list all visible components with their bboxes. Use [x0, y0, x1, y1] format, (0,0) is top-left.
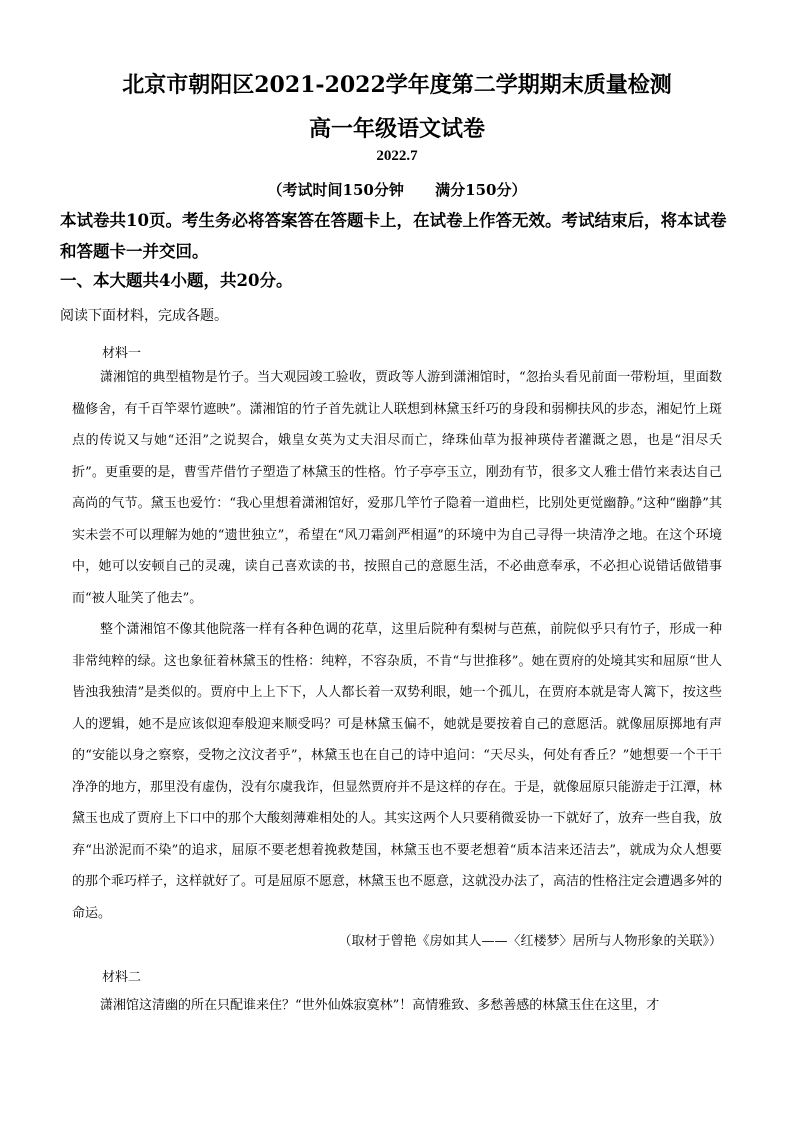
exam-title: 北京市朝阳区2021-2022学年度第二学期期末质量检测 — [122, 72, 672, 98]
exam-notice: 本试卷共10页。考生务必将答案答在答题卡上，在试卷上作答无效。考试结束后，将本试卷和答题卡一并交回。 — [60, 211, 727, 261]
exam-time-and-score: （考试时间150分钟 满分150分） — [267, 181, 527, 199]
material-one-paragraph-2: 整个潇湘馆不像其他院落一样有各种色调的花草，这里后院种有梨树与芭蕉，前院似乎只有竹子，形成一种非常纯粹的绿。这也象征着林黛玉的性格：纯粹，不容杂质，不肯“与世推移”。她在贾府的处境其实和屈原“世人皆浊我独清”是类似的。贾府中上上下下，人人都长着一双势利眼，她一个孤儿，在贾府本就是寄人篱下，按这些人的逻辑，她不是应该似迎奉般迎来顺受吗？可是林黛玉偏不，她就是要按着自己的意愿活。就像屈原掷地有声的“安能以身之察察，受物之汶汶者乎”，林黛玉也在自己的诗中追问：“天尽头，何处有香丘？”她想要一个干干净净的地方，那里没有虚伪，没有尔虞我诈，但显然贾府并不是这样的存在。于是，就像屈原只能游走于江潭，林黛玉也成了贾府上下口中的那个大酸刻薄难相处的人。其实这两个人只要稍微妥协一下就好了，放弃一些自我，放弃“出淤泥而不染”的追求，屈原不要老想着挽救楚国，林黛玉也不要老想着“质本洁来还洁去”，就成为众人想要的那个乖巧样子，这样就好了。可是屈原不愿意，林黛玉也不愿意，这就没办法了，高洁的性格注定会遭遇多舛的命运。 — [72, 622, 723, 921]
section-instruction: 阅读下面材料，完成各题。 — [60, 308, 228, 324]
material-two-paragraph-1: 潇湘馆这清幽的所在只配谁来住？“世外仙姝寂寞林”！高情雅致、多愁善感的林黛玉住在这里，才 — [100, 998, 660, 1013]
material-one-source: （取材于曾艳《房如其人——〈红楼梦〉居所与人物形象的关联》） — [338, 934, 722, 949]
material-one-paragraph-1: 潇湘馆的典型植物是竹子。当大观园竣工验收，贾政等人游到潇湘馆时，“忽抬头看见前面一带粉垣，里面数楹修舍，有千百竿翠竹遮映”。潇湘馆的竹子首先就让人联想到林黛玉纤巧的身段和弱柳扶风的步态，湘妃竹上斑点的传说又与她“还泪”之说契合，娥皇女英为丈夫泪尽而亡，绛珠仙草为报神瑛侍者灌溉之恩，也是“泪尽夭折”。更重要的是，曹雪芹借竹子塑造了林黛玉的性格。竹子亭亭玉立，刚劲有节，很多文人雅士借竹来表达自己高尚的气节。黛玉也爱竹：“我心里想着潇湘馆好，爱那几竿竹子隐着一道曲栏，比别处更觉幽静。”这种“幽静”其实未尝不可以理解为她的“遗世独立”，希望在“风刀霜剑严相逼”的环境中为自己寻得一块清净之地。在这个环境中，她可以安顿自己的灵魂，读自己喜欢读的书，按照自己的意愿生活，不必曲意奉承，不必担心说错话做错事而“被人耻笑了他去”。 — [72, 370, 722, 606]
material-two-label: 材料二 — [102, 970, 142, 985]
exam-subtitle: 高一年级语文试卷 — [308, 116, 485, 142]
section-heading: 一、本大题共4小题，共20分。 — [60, 271, 293, 290]
material-one-label: 材料一 — [102, 346, 142, 361]
exam-date: 2022.7 — [376, 148, 418, 164]
